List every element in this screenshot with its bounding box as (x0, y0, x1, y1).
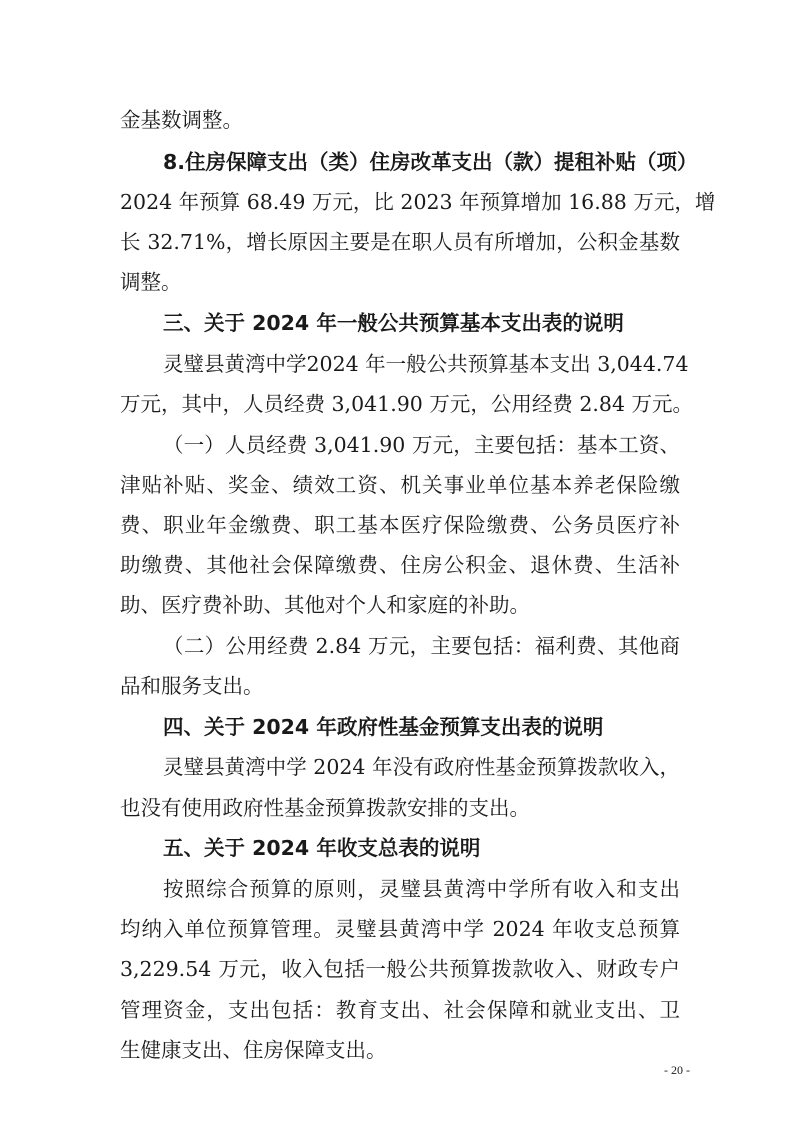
paragraph-line: 按照综合预算的原则，灵璧县黄湾中学所有收入和支出 (163, 877, 680, 901)
paragraph-line: 品和服务支出。 (120, 674, 264, 698)
paragraph-line: 调整。 (120, 270, 182, 294)
paragraph-line: 助、医疗费补助、其他对个人和家庭的补助。 (120, 593, 530, 617)
section-heading-3: 三、关于 2024 年一般公共预算基本支出表的说明 (163, 311, 624, 335)
paragraph-line: （一）人员经费 3,041.90 万元，主要包括：基本工资、 (163, 433, 680, 457)
section-heading-4: 四、关于 2024 年政府性基金预算支出表的说明 (163, 715, 604, 739)
page-number: - 20 - (664, 1063, 690, 1077)
paragraph-line: 管理资金，支出包括：教育支出、社会保障和就业支出、卫 (120, 998, 680, 1022)
paragraph-line: 2024 年预算 68.49 万元，比 2023 年预算增加 16.88 万元，增 (120, 190, 716, 214)
paragraph-line: 长 32.71%，增长原因主要是在职人员有所增加，公积金基数 (120, 230, 680, 254)
paragraph-line: 也没有使用政府性基金预算拨款安排的支出。 (120, 796, 530, 820)
paragraph-line: （二）公用经费 2.84 万元，主要包括：福利费、其他商 (163, 634, 680, 658)
section-heading-item-8: 8.住房保障支出（类）住房改革支出（款）提租补贴（项） (163, 150, 698, 174)
paragraph-line: 助缴费、其他社会保障缴费、住房公积金、退休费、生活补 (120, 553, 680, 577)
paragraph-line: 万元，其中，人员经费 3,041.90 万元，公用经费 2.84 万元。 (120, 392, 693, 416)
paragraph-line: 费、职业年金缴费、职工基本医疗保险缴费、公务员医疗补 (120, 513, 680, 537)
paragraph-line: 灵璧县黄湾中学2024 年一般公共预算基本支出 3,044.74 (163, 352, 689, 376)
paragraph-line: 3,229.54 万元，收入包括一般公共预算拨款收入、财政专户 (120, 957, 680, 981)
paragraph-line: 生健康支出、住房保障支出。 (120, 1038, 387, 1062)
paragraph-line: 金基数调整。 (120, 108, 243, 132)
paragraph-line: 均纳入单位预算管理。灵璧县黄湾中学 2024 年收支总预算 (120, 917, 680, 941)
paragraph-line: 灵璧县黄湾中学 2024 年没有政府性基金预算拨款收入， (163, 755, 680, 779)
paragraph-line: 津贴补贴、奖金、绩效工资、机关事业单位基本养老保险缴 (120, 473, 680, 497)
section-heading-5: 五、关于 2024 年收支总表的说明 (163, 836, 481, 860)
